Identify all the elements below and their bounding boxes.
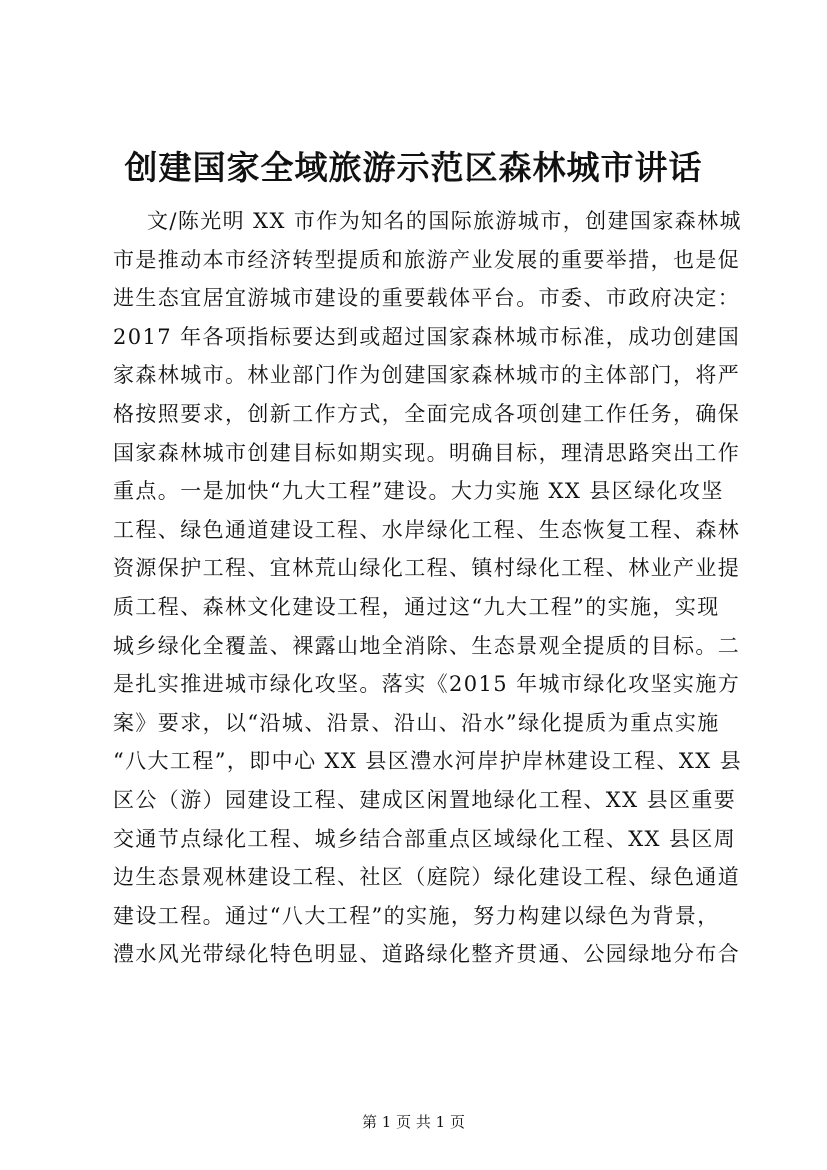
body-line: 建设工程。通过“八大工程”的实施，努力构建以绿色为背景， bbox=[113, 903, 720, 928]
body-line: 格按照要求，创新工作方式，全面完成各项创建工作任务，确保 bbox=[113, 401, 741, 426]
body-line: 文/陈光明 XX 市作为知名的国际旅游城市，创建国家森林城 bbox=[147, 209, 742, 233]
document-body bbox=[113, 202, 743, 974]
body-line: 重点。一是加快“九大工程”建设。大力实施 XX 县区绿化攻坚 bbox=[113, 479, 724, 504]
body-line: 区公（游）园建设工程、建成区闲置地绿化工程、XX 县区重要 bbox=[113, 787, 737, 812]
body-line: 工程、绿色通道建设工程、水岸绿化工程、生态恢复工程、森林 bbox=[113, 517, 741, 542]
body-line: 2017 年各项指标要达到或超过国家森林城市标准，成功创建国 bbox=[113, 324, 741, 349]
body-line: 边生态景观林建设工程、社区（庭院）绿化建设工程、绿色通道 bbox=[113, 865, 741, 890]
body-line: 交通节点绿化工程、城乡结合部重点区域绿化工程、XX 县区周 bbox=[113, 826, 737, 851]
body-line: 市是推动本市经济转型提质和旅游产业发展的重要举措，也是促 bbox=[113, 247, 741, 272]
document-title: 创建国家全域旅游示范区森林城市讲话 bbox=[124, 148, 703, 187]
body-line: 质工程、森林文化建设工程，通过这“九大工程”的实施，实现 bbox=[113, 594, 720, 619]
body-line: 资源保护工程、宜林荒山绿化工程、镇村绿化工程、林业产业提 bbox=[113, 556, 741, 581]
body-line: 国家森林城市创建目标如期实现。明确目标，理清思路突出工作 bbox=[113, 440, 741, 465]
body-line: “八大工程”，即中心 XX 县区澧水河岸护岸林建设工程、XX 县 bbox=[113, 749, 743, 774]
body-line: 澧水风光带绿化特色明显、道路绿化整齐贯通、公园绿地分布合 bbox=[113, 942, 741, 967]
body-line: 案》要求，以“沿城、沿景、沿山、沿水”绿化提质为重点实施 bbox=[113, 710, 720, 735]
body-line: 家森林城市。林业部门作为创建国家森林城市的主体部门，将严 bbox=[113, 363, 741, 388]
body-line: 是扎实推进城市绿化攻坚。落实《2015 年城市绿化攻坚实施方 bbox=[113, 672, 741, 697]
page-footer: 第 1 页 共 1 页 bbox=[362, 1113, 465, 1131]
body-line: 进生态宜居宜游城市建设的重要载体平台。市委、市政府决定： bbox=[113, 286, 741, 311]
body-line: 城乡绿化全覆盖、裸露山地全消除、生态景观全提质的目标。二 bbox=[113, 633, 741, 658]
